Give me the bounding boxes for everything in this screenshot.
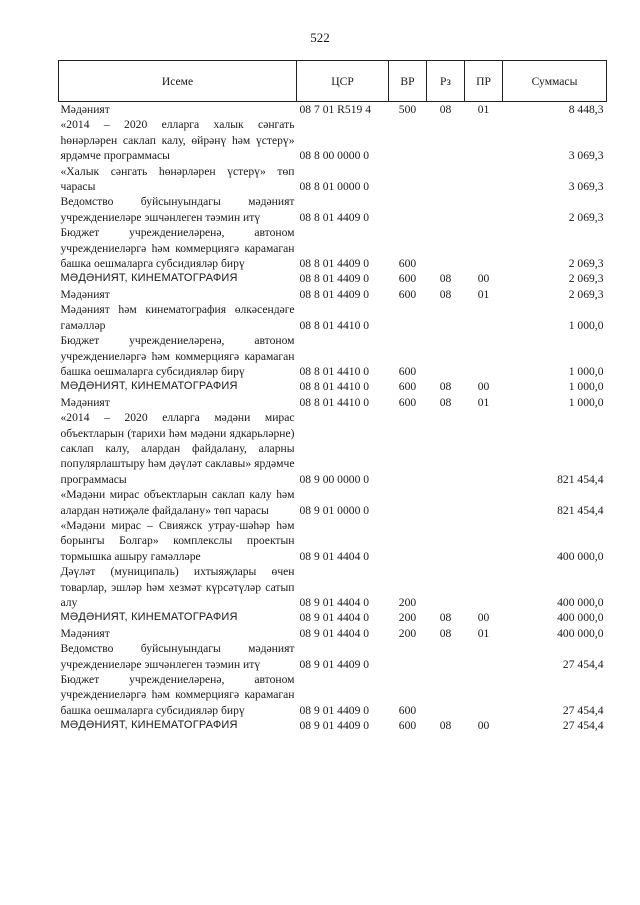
- cell-rz: [427, 117, 465, 163]
- cell-pr: [465, 641, 503, 672]
- cell-vr: 200: [398, 611, 417, 625]
- cell-csr: 08 8 01 4410 0: [299, 380, 370, 394]
- cell-csr: 08 8 00 0000 0: [299, 149, 370, 163]
- cell-sum: 400 000,0: [557, 596, 604, 609]
- cell-rz: [427, 225, 465, 271]
- cell-sum: 821 454,4: [557, 472, 604, 486]
- table-row: [59, 718, 607, 733]
- cell-pr: 00: [477, 611, 490, 625]
- cell-sum: 2 069,3: [568, 210, 604, 224]
- cell-pr: [465, 564, 503, 610]
- cell-csr: 08 8 01 4409 0: [299, 287, 370, 301]
- cell-rz: 08: [439, 719, 452, 733]
- cell-name: «Мәдәни мирас объектларын саклап калу һәм алардан нәтиҗәле файдалану» төп чарасы: [60, 488, 295, 517]
- cell-pr: [465, 410, 503, 487]
- cell-vr: [389, 302, 427, 333]
- cell-csr: 08 9 00 0000 0: [299, 472, 370, 486]
- cell-sum: 821 454,4: [557, 503, 604, 517]
- cell-rz: [427, 302, 465, 333]
- cell-pr: [465, 164, 503, 195]
- page-number: 522: [310, 30, 330, 45]
- cell-sum: 1 000,0: [568, 380, 604, 394]
- cell-vr: 500: [398, 103, 417, 116]
- cell-rz: 08: [439, 103, 452, 116]
- cell-rz: [427, 641, 465, 672]
- cell-csr: 08 8 01 4409 0: [299, 210, 370, 224]
- cell-vr: [389, 410, 427, 487]
- cell-vr: [389, 117, 427, 163]
- cell-pr: [465, 487, 503, 518]
- cell-sum: 3 069,3: [568, 149, 604, 163]
- cell-name: «Халык сәнгать һөнәрләрен үстерү» төп чарасы: [60, 164, 295, 194]
- cell-vr: 600: [398, 364, 417, 378]
- table-row: [59, 333, 607, 379]
- cell-sum: 3 069,3: [568, 180, 604, 194]
- cell-vr: 600: [398, 380, 417, 394]
- cell-rz: 08: [439, 395, 452, 409]
- cell-sum: 1 000,0: [568, 364, 604, 378]
- cell-rz: 08: [439, 626, 452, 640]
- table-row: [59, 194, 607, 225]
- cell-vr: [389, 164, 427, 195]
- cell-vr: [389, 487, 427, 518]
- cell-pr: [465, 225, 503, 271]
- table-row: [59, 287, 607, 302]
- cell-name: «Мәдәни мирас – Свияжск утрау-шәһәр һәм борынгы Болгар» комплекслы проектын тормышка ашыру гамәлләре: [60, 518, 295, 563]
- cell-csr: 08 9 01 4404 0: [299, 626, 370, 640]
- cell-vr: [389, 194, 427, 225]
- table-row: [59, 610, 607, 625]
- cell-csr: 08 7 01 R519 4: [299, 103, 371, 116]
- cell-sum: 400 000,0: [557, 626, 604, 640]
- cell-name: Дәүләт (муниципаль) ихтыяҗлары өчен товарлар, эшләр һәм хезмәт күрсәтүләр сатып алу: [60, 565, 295, 609]
- cell-rz: 08: [439, 287, 452, 301]
- table-row: [59, 564, 607, 610]
- table-row: [59, 641, 607, 672]
- cell-rz: [427, 518, 465, 564]
- cell-vr: 600: [398, 719, 417, 733]
- cell-csr: 08 9 01 4409 0: [299, 657, 370, 671]
- table-row: [59, 117, 607, 163]
- cell-pr: [465, 117, 503, 163]
- table-row: [59, 225, 607, 271]
- cell-rz: 08: [439, 380, 452, 394]
- cell-csr: 08 8 01 4410 0: [299, 364, 370, 378]
- cell-vr: 200: [398, 596, 417, 609]
- column-header-rz: Рз: [427, 61, 465, 102]
- table-header: [59, 61, 607, 102]
- cell-pr: [465, 518, 503, 564]
- cell-csr: 08 8 01 4409 0: [299, 272, 370, 286]
- cell-rz: [427, 333, 465, 379]
- cell-pr: 01: [477, 626, 490, 640]
- table-row: [59, 164, 607, 195]
- cell-pr: 00: [477, 272, 490, 286]
- column-header-sum: Суммасы: [503, 61, 607, 102]
- cell-csr: 08 9 01 4404 0: [299, 611, 370, 625]
- cell-sum: 400 000,0: [557, 549, 604, 563]
- column-header-vr: ВР: [389, 61, 427, 102]
- cell-name: Ведомство буйсынуындагы мәдәният учреждениеләре эшчәнлеген тәэмин итү: [60, 195, 295, 224]
- cell-name: МӘДӘНИЯТ, КИНЕМАТОГРАФИЯ: [60, 719, 238, 732]
- column-header-csr: ЦСР: [297, 61, 389, 102]
- cell-rz: [427, 487, 465, 518]
- cell-pr: 01: [477, 287, 490, 301]
- cell-pr: [465, 302, 503, 333]
- cell-pr: 00: [477, 380, 490, 394]
- table-body: [59, 102, 607, 734]
- cell-csr: 08 8 01 4410 0: [299, 318, 370, 332]
- cell-sum: 2 069,3: [568, 257, 604, 271]
- table-row: [59, 271, 607, 286]
- cell-pr: [465, 333, 503, 379]
- cell-csr: 08 9 01 4404 0: [299, 549, 370, 563]
- cell-csr: 08 8 01 0000 0: [299, 180, 370, 194]
- cell-vr: 200: [398, 626, 417, 640]
- cell-name: Бюджет учреждениеләренә, автоном учреждениеләргә һәм коммерциягә карамаган башка оешмаларга субсидияләр бирү: [60, 334, 295, 378]
- cell-name: Мәдәният: [60, 395, 110, 409]
- cell-name: МӘДӘНИЯТ, КИНЕМАТОГРАФИЯ: [60, 611, 238, 624]
- cell-pr: [465, 194, 503, 225]
- cell-sum: 27 454,4: [562, 703, 604, 717]
- cell-vr: 600: [398, 272, 417, 286]
- cell-rz: [427, 564, 465, 610]
- table-row: [59, 487, 607, 518]
- budget-table: [58, 60, 607, 734]
- cell-sum: 8 448,3: [568, 103, 604, 116]
- cell-sum: 1 000,0: [568, 395, 604, 409]
- cell-name: Мәдәният: [60, 626, 110, 640]
- cell-vr: 600: [398, 257, 417, 271]
- cell-pr: 01: [477, 103, 490, 116]
- cell-vr: 600: [398, 703, 417, 717]
- table-row: [59, 302, 607, 333]
- cell-rz: [427, 194, 465, 225]
- cell-name: Мәдәният: [60, 103, 110, 116]
- cell-vr: 600: [398, 287, 417, 301]
- cell-name: «2014 – 2020 елларга халык сәнгать һөнәрләрен саклап калу, өйрәнү һәм үстерү» ярдәмче программасы: [60, 118, 295, 163]
- table-row: [59, 626, 607, 641]
- cell-sum: 27 454,4: [562, 657, 604, 671]
- cell-rz: 08: [439, 272, 452, 286]
- cell-name: МӘДӘНИЯТ, КИНЕМАТОГРАФИЯ: [60, 272, 238, 285]
- cell-sum: 1 000,0: [568, 318, 604, 332]
- cell-sum: 2 069,3: [568, 287, 604, 301]
- cell-csr: 08 9 01 4404 0: [299, 596, 370, 609]
- cell-csr: 08 8 01 4409 0: [299, 257, 370, 271]
- table-row: [59, 102, 607, 118]
- cell-rz: [427, 672, 465, 718]
- cell-name: Мәдәният һәм кинематография өлкәсендәге гамәлләр: [60, 303, 295, 332]
- cell-sum: 400 000,0: [557, 611, 604, 625]
- cell-vr: [389, 641, 427, 672]
- cell-rz: 08: [439, 611, 452, 625]
- cell-rz: [427, 410, 465, 487]
- cell-name: «2014 – 2020 елларга мәдәни мирас объектларын (тарихи һәм мәдәни ядкарьләрне) саклап калу, алардан файдалану, аларны популярлаштыру һәм дәүләт саклавы» ярдәмче программасы: [60, 411, 295, 486]
- cell-name: Мәдәният: [60, 287, 110, 301]
- cell-sum: 27 454,4: [562, 719, 604, 733]
- cell-name: Ведомство буйсынуындагы мәдәният учреждениеләре эшчәнлеген тәэмин итү: [60, 642, 295, 671]
- column-header-pr: ПР: [465, 61, 503, 102]
- cell-pr: 01: [477, 395, 490, 409]
- cell-csr: 08 9 01 0000 0: [299, 503, 370, 517]
- column-header-name: Исеме: [59, 61, 297, 102]
- table-row: [59, 518, 607, 564]
- cell-name: Бюджет учреждениеләренә, автоном учреждениеләргә һәм коммерциягә карамаган башка оешмаларга субсидияләр бирү: [60, 226, 295, 271]
- cell-pr: [465, 672, 503, 718]
- table-row: [59, 395, 607, 410]
- cell-name: МӘДӘНИЯТ, КИНЕМАТОГРАФИЯ: [60, 380, 238, 393]
- cell-rz: [427, 164, 465, 195]
- table-row: [59, 672, 607, 718]
- cell-sum: 2 069,3: [568, 272, 604, 286]
- cell-pr: 00: [477, 719, 490, 733]
- cell-csr: 08 9 01 4409 0: [299, 703, 370, 717]
- table-row: [59, 379, 607, 394]
- cell-csr: 08 9 01 4409 0: [299, 719, 370, 733]
- cell-csr: 08 8 01 4410 0: [299, 395, 370, 409]
- cell-name: Бюджет учреждениеләренә, автоном учреждениеләргә һәм коммерциягә карамаган башка оешмаларга субсидияләр бирү: [60, 673, 295, 717]
- cell-vr: [389, 518, 427, 564]
- cell-vr: 600: [398, 395, 417, 409]
- table-row: [59, 410, 607, 487]
